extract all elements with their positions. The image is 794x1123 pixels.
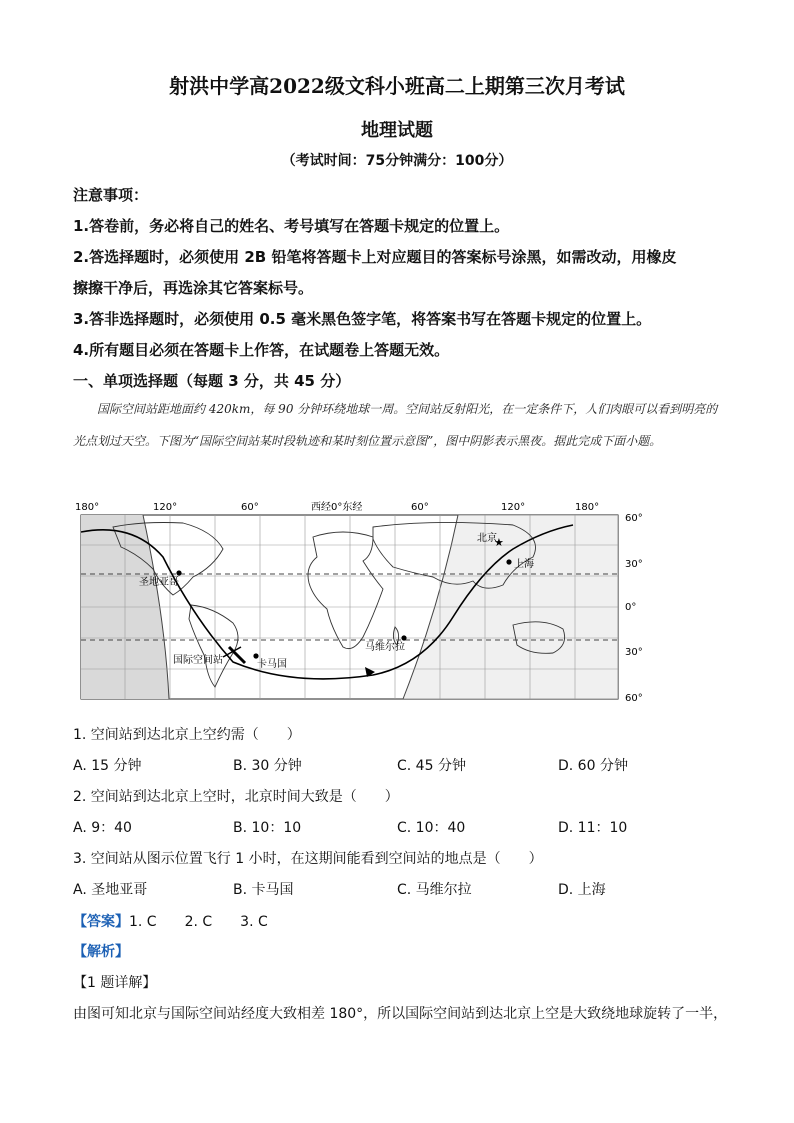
lon-label-120e: 120° (501, 502, 526, 513)
q2-option-d: D. 11：10 (558, 820, 628, 836)
question-2-stem: 2. 空间站到达北京上空时，北京时间大致是（ ） (73, 789, 399, 805)
answer-label: 【答案】 (73, 914, 129, 930)
q1-option-d: D. 60 分钟 (558, 758, 628, 774)
note-item-4: 4.所有题目必须在答题卡上作答，在试题卷上答题无效。 (73, 341, 450, 359)
lat-label-30s: 30° (625, 647, 643, 658)
q3-option-d: D. 上海 (558, 882, 606, 898)
place-shanghai: 上海 (514, 559, 534, 570)
note-item-1: 1.答卷前，务必将自己的姓名、考号填写在答题卡规定的位置上。 (73, 217, 510, 235)
answer-values: 1. C 2. C 3. C (129, 914, 268, 930)
q1-option-a: A. 15 分钟 (73, 758, 142, 774)
question-1-stem: 1. 空间站到达北京上空约需（ ） (73, 727, 301, 743)
q3-option-b: B. 卡马国 (233, 882, 294, 898)
passage-text: 国际空间站距地面约 420km，每 90 分钟环绕地球一周。空间站反射阳光，在一定条件下，人们肉眼可以看到明亮的光点划过天空。下图为“国际空间站某时段轨迹和某时刻位置示意图”，图中阴影表示黑夜。据此完成下面小题。 (73, 402, 718, 448)
analysis-label: 【解析】 (73, 944, 129, 960)
q2-option-c: C. 10：40 (397, 820, 466, 836)
q2-option-a: A. 9：40 (73, 820, 132, 836)
detail-text: 由图可知北京与国际空间站经度大致相差 180°，所以国际空间站到达北京上空是大致绕地球旋转了一半， (73, 1006, 728, 1022)
question-3-stem: 3. 空间站从图示位置飞行 1 小时，在这期间能看到空间站的地点是（ ） (73, 851, 543, 867)
place-kama: 卡马国 (257, 659, 287, 670)
lat-label-0: 0° (625, 602, 637, 613)
q2-option-b: B. 10：10 (233, 820, 302, 836)
answer-row (73, 911, 268, 931)
beijing-star: ★ (494, 536, 504, 549)
note-item-3: 3.答非选择题时，必须使用 0.5 毫米黑色签字笔，将答案书写在答题卡规定的位置上。 (73, 310, 652, 328)
exam-title: 射洪中学高2022级文科小班高二上期第三次月考试 (169, 74, 625, 98)
q1-option-c: C. 45 分钟 (397, 758, 466, 774)
place-iss: 国际空间站 (173, 655, 223, 666)
lon-label-180w: 180° (75, 502, 100, 513)
place-santiago: 圣地亚哥 (139, 577, 179, 588)
section-heading: 一、单项选择题（每题 3 分，共 45 分） (73, 372, 351, 390)
q3-option-a: A. 圣地亚哥 (73, 882, 148, 898)
shanghai-dot (506, 559, 511, 564)
kama-dot (253, 653, 258, 658)
lon-label-0: 西经0°东经 (311, 502, 363, 513)
lon-label-60e: 60° (411, 502, 429, 513)
santiago-dot (176, 570, 181, 575)
lat-label-60n: 60° (625, 513, 643, 524)
lon-label-180e: 180° (575, 502, 600, 513)
detail-label: 【1 题详解】 (73, 975, 157, 991)
lat-label-60s: 60° (625, 693, 643, 704)
place-beijing: 北京 (477, 533, 497, 544)
q3-option-c: C. 马维尔拉 (397, 882, 472, 898)
lon-label-120w: 120° (153, 502, 178, 513)
exam-info: （考试时间：75分钟满分：100分） (281, 153, 513, 169)
maweierla-dot (401, 635, 406, 640)
place-maweierla: 马维尔拉 (365, 642, 405, 653)
note-item-2: 2.答选择题时，必须使用 2B 铅笔将答题卡上对应题目的答案标号涂黑，如需改动，用橡皮 (73, 248, 677, 266)
lon-label-60w: 60° (241, 502, 259, 513)
note-item-2-cont: 擦擦干净后，再选涂其它答案标号。 (73, 279, 314, 297)
q1-option-b: B. 30 分钟 (233, 758, 302, 774)
lat-label-30n: 30° (625, 559, 643, 570)
subject-title: 地理试题 (361, 120, 433, 141)
notes-heading: 注意事项： (73, 186, 149, 204)
iss-trajectory-map (73, 497, 723, 709)
